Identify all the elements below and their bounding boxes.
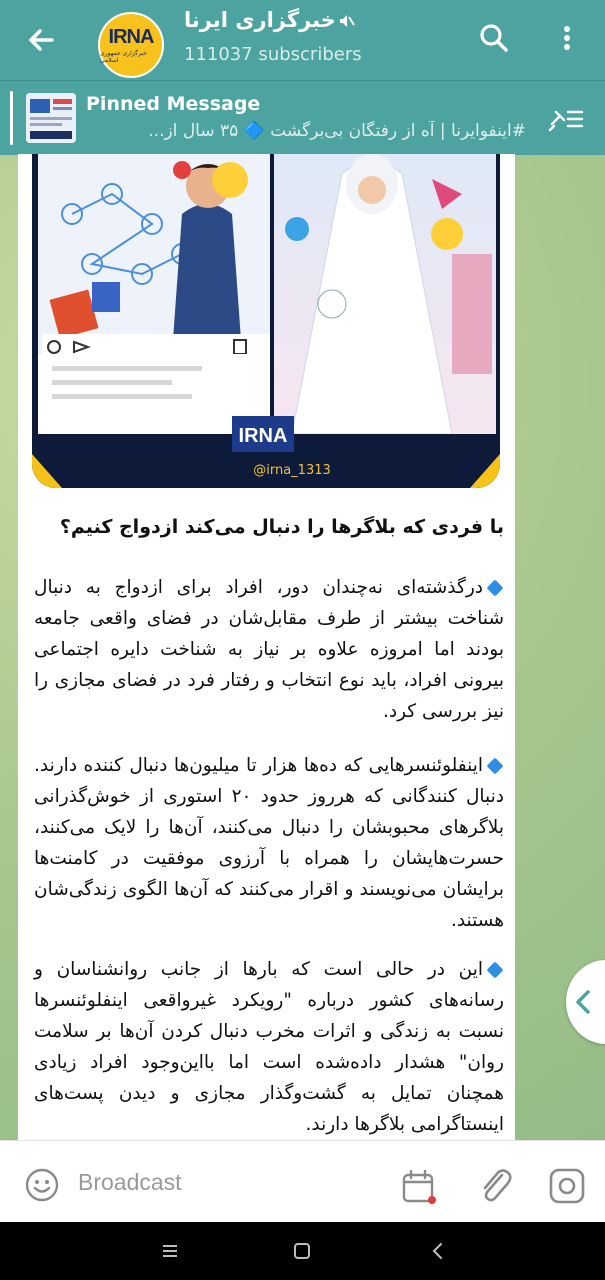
- image-handle: @irna_1313: [253, 463, 331, 478]
- channel-header: [0, 0, 605, 80]
- muted-icon: [338, 12, 356, 30]
- back-button[interactable]: [22, 20, 62, 60]
- calendar-icon: [400, 1167, 438, 1205]
- message-heading: با فردی که بلاگرها را دنبال می‌کند ازدواج کنیم؟: [59, 516, 504, 538]
- paragraph-text: درگذشته‌ای نه‌چندان دور، افراد برای ازدواج به دنبال شناخت بیشتر از طرف مقابل‌شان در فضای واقعی جامعه بودند اما امروزه علاوه بر نیاز به شناخت دایره اجتماعی بیرونی افراد، باید نوع انتخاب و رفتار فرد در فضای مجازی را نیز بررسی کرد.: [34, 577, 504, 722]
- smiley-icon: [24, 1167, 60, 1203]
- message-paragraph-1: [34, 572, 504, 727]
- search-button[interactable]: [476, 20, 512, 56]
- channel-avatar[interactable]: [98, 12, 164, 78]
- home-icon[interactable]: [292, 1241, 312, 1261]
- pinned-thumbnail: [26, 93, 76, 143]
- message-bubble: [18, 154, 515, 1140]
- back-arrow-icon: [22, 20, 62, 60]
- channel-title[interactable]: خبرگزاری ایرنا: [184, 8, 336, 32]
- nav-back-icon[interactable]: [428, 1241, 448, 1261]
- paragraph-text: این در حالی است که بارها از جانب روانشناسان و رسانه‌های کشور درباره "رویکرد غیرواقعی اینفلوئنسرها نسبت به زندگی و اثرات مخرب دنبال کردن آن‌ها بر سلامت روان" هشدار داده‌شده است اما بااین‌وجود افراد زیادی همچنان تمایل به گشت‌وگذار مجازی و دیدن پست‌های اینستاگرامی بلاگرها دارند.: [34, 959, 504, 1135]
- emoji-button[interactable]: [24, 1167, 60, 1203]
- avatar-logo: IRNA: [108, 26, 154, 48]
- pinned-title: Pinned Message: [86, 93, 261, 115]
- image-watermark: IRNA: [238, 425, 288, 447]
- camera-button[interactable]: [548, 1167, 586, 1205]
- blue-diamond-icon: [487, 758, 504, 775]
- blue-diamond-icon: [487, 580, 504, 597]
- message-paragraph-3: [34, 954, 504, 1140]
- scroll-side-button[interactable]: [566, 960, 605, 1044]
- paperclip-icon: [476, 1165, 514, 1205]
- search-icon: [476, 20, 512, 56]
- attach-button[interactable]: [476, 1165, 514, 1205]
- post-image[interactable]: [32, 154, 500, 488]
- message-input-bar: [0, 1140, 605, 1223]
- message-paragraph-2: [34, 750, 504, 936]
- camera-icon: [548, 1167, 586, 1205]
- more-vert-icon: [552, 20, 582, 56]
- paragraph-text: اینفلوئنسرهایی که ده‌ها هزار تا میلیون‌ها دنبال کننده دارند. دنبال کنندگانی که هرروز حدود ۲۰ استوری از خوش‌گذرانی بلاگرهای محبوبشان را دنبال می‌کنند، آن‌ها را لایک می‌کنند، حسرت‌هایشان را همراه با آرزوی موفقیت در کامنت‌ها برایشان می‌نویسند و اقرار می‌کنند که آن‌ها الگوی زندگی‌شان هستند.: [34, 755, 504, 931]
- broadcast-input[interactable]: Broadcast: [78, 1169, 182, 1195]
- system-nav-bar: [0, 1222, 605, 1280]
- chevron-left-icon: [566, 960, 605, 1044]
- pinned-preview: #اینفوایرنا | آه از رفتگان بی‌برگشت 🔷 ۳۵ سال از...: [148, 121, 526, 141]
- recent-apps-icon[interactable]: [160, 1241, 180, 1261]
- schedule-button[interactable]: [400, 1167, 438, 1205]
- more-options-button[interactable]: [552, 20, 582, 56]
- avatar-subtext: خبرگزاری جمهوری اسلامی: [100, 50, 147, 64]
- pinned-indicator: [10, 91, 13, 145]
- blue-diamond-icon: [487, 962, 504, 979]
- subscriber-count: 111037 subscribers: [184, 44, 362, 65]
- pinned-list-icon[interactable]: [546, 104, 586, 134]
- pinned-message-bar[interactable]: [0, 80, 605, 155]
